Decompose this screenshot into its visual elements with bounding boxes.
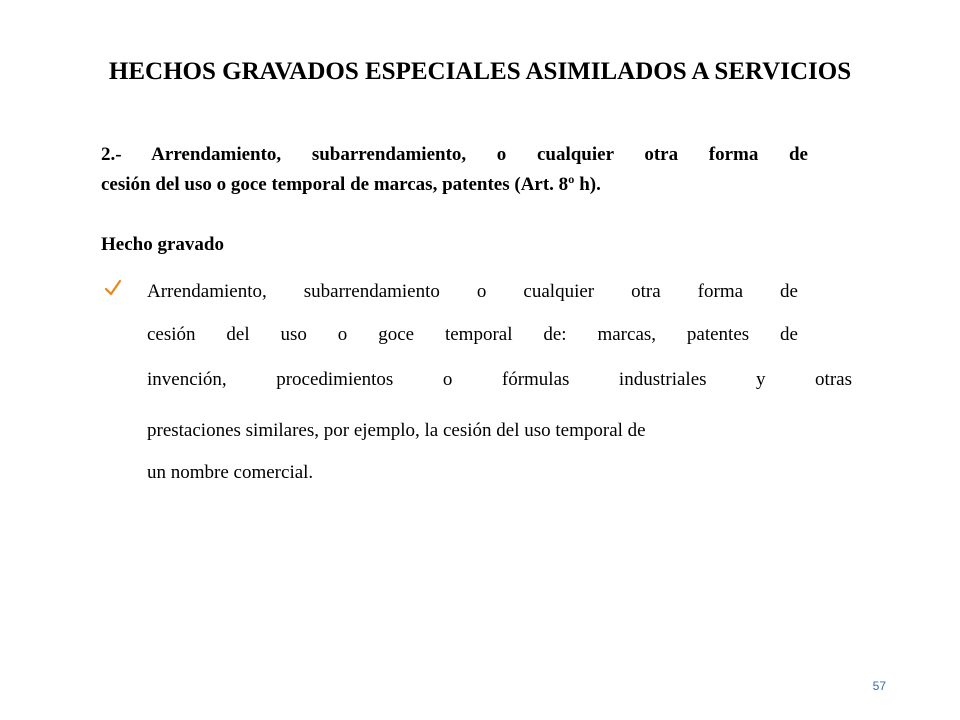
slide-title: HECHOS GRAVADOS ESPECIALES ASIMILADOS A SERVICIOS: [108, 58, 852, 85]
bullet-line-1: Arrendamiento, subarrendamiento o cualquier otra forma de: [147, 281, 798, 302]
bullet-line-3: invención, procedimientos o fórmulas industriales y otras: [147, 369, 852, 390]
bullet-text: [147, 279, 852, 482]
page-number: 57: [872, 679, 886, 693]
bullet-line-2: cesión del uso o goce temporal de: marcas, patentes de: [147, 324, 798, 345]
section-heading-line-1: 2.- Arrendamiento, subarrendamiento, o cualquier otra forma de: [101, 144, 808, 165]
bullet-line-4: prestaciones similares, por ejemplo, la cesión del uso temporal de: [147, 420, 646, 441]
section-heading: [101, 140, 808, 200]
bullet-line-5: un nombre comercial.: [147, 462, 314, 483]
subheading-hecho-gravado: Hecho gravado: [101, 234, 224, 255]
section-heading-line-2: cesión del uso o goce temporal de marcas, patentes (Art. 8º h).: [101, 174, 601, 195]
checkmark-icon: [104, 279, 122, 297]
